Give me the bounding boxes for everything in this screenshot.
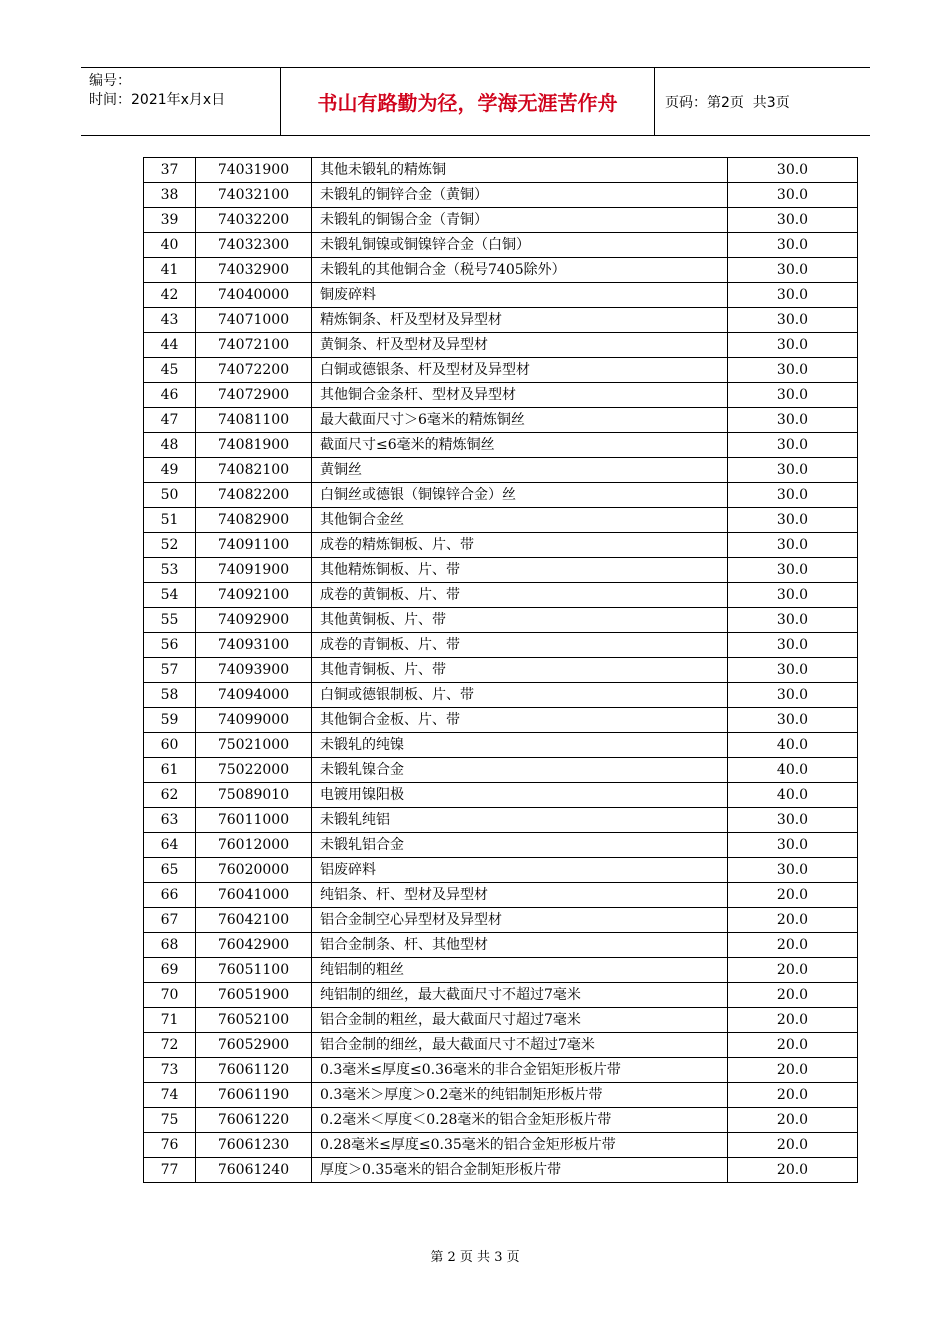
row-number-cell: 57: [144, 658, 196, 683]
row-number-cell: 61: [144, 758, 196, 783]
table-row: [144, 608, 858, 633]
footer-page-number: 第 2 页 共 3 页: [430, 1250, 520, 1265]
rate-cell: 30.0: [728, 383, 858, 408]
tariff-code-cell: 74092900: [196, 608, 312, 633]
table-row: [144, 383, 858, 408]
tariff-code-cell: 74032100: [196, 183, 312, 208]
table-row: [144, 508, 858, 533]
rate-cell: 20.0: [728, 883, 858, 908]
tariff-code-cell: 76061240: [196, 1158, 312, 1183]
tariff-code-cell: 76012000: [196, 833, 312, 858]
tariff-code-cell: 76061220: [196, 1108, 312, 1133]
description-cell: 精炼铜条、杆及型材及异型材: [312, 308, 728, 333]
row-number-cell: 75: [144, 1108, 196, 1133]
row-number-cell: 68: [144, 933, 196, 958]
tariff-code-cell: 74093100: [196, 633, 312, 658]
rate-cell: 30.0: [728, 258, 858, 283]
header-motto: [281, 68, 655, 135]
table-row: [144, 408, 858, 433]
rate-cell: 30.0: [728, 583, 858, 608]
table-row: [144, 908, 858, 933]
rate-cell: 30.0: [728, 333, 858, 358]
table-row: [144, 658, 858, 683]
description-cell: 未锻轧铝合金: [312, 833, 728, 858]
row-number-cell: 44: [144, 333, 196, 358]
row-number-cell: 65: [144, 858, 196, 883]
description-cell: 纯铝制的粗丝: [312, 958, 728, 983]
description-cell: 最大截面尺寸＞6毫米的精炼铜丝: [312, 408, 728, 433]
tariff-code-cell: 74031900: [196, 158, 312, 183]
tariff-code-cell: 74099000: [196, 708, 312, 733]
tariff-code-cell: 76020000: [196, 858, 312, 883]
description-cell: 未锻轧镍合金: [312, 758, 728, 783]
description-cell: 其他铜合金板、片、带: [312, 708, 728, 733]
tariff-code-cell: 76051100: [196, 958, 312, 983]
tariff-code-cell: 75021000: [196, 733, 312, 758]
table-row: [144, 558, 858, 583]
description-cell: 纯铝制的细丝，最大截面尺寸不超过7毫米: [312, 983, 728, 1008]
table-row: [144, 533, 858, 558]
rate-cell: 30.0: [728, 658, 858, 683]
tariff-code-cell: 76041000: [196, 883, 312, 908]
table-row: [144, 883, 858, 908]
description-cell: 0.3毫米＞厚度＞0.2毫米的纯铝制矩形板片带: [312, 1083, 728, 1108]
tariff-code-cell: 74072100: [196, 333, 312, 358]
table-row: [144, 758, 858, 783]
rate-cell: 30.0: [728, 283, 858, 308]
row-number-cell: 63: [144, 808, 196, 833]
rate-cell: 30.0: [728, 508, 858, 533]
rate-cell: 40.0: [728, 733, 858, 758]
table-row: [144, 283, 858, 308]
rate-cell: 30.0: [728, 808, 858, 833]
description-cell: 0.3毫米≤厚度≤0.36毫米的非合金铝矩形板片带: [312, 1058, 728, 1083]
table-row: [144, 683, 858, 708]
table-row: [144, 1108, 858, 1133]
header-page-info: [655, 68, 870, 135]
tariff-code-cell: 76011000: [196, 808, 312, 833]
row-number-cell: 49: [144, 458, 196, 483]
description-cell: 铝合金制的粗丝，最大截面尺寸超过7毫米: [312, 1008, 728, 1033]
description-cell: 截面尺寸≤6毫米的精炼铜丝: [312, 433, 728, 458]
rate-cell: 30.0: [728, 633, 858, 658]
tariff-code-cell: 74081900: [196, 433, 312, 458]
description-cell: 其他青铜板、片、带: [312, 658, 728, 683]
description-cell: 铝合金制条、杆、其他型材: [312, 933, 728, 958]
description-cell: 铝废碎料: [312, 858, 728, 883]
table-row: [144, 258, 858, 283]
description-cell: 0.28毫米≤厚度≤0.35毫米的铝合金矩形板片带: [312, 1133, 728, 1158]
tariff-code-cell: 74032300: [196, 233, 312, 258]
table-row: [144, 633, 858, 658]
header-meta: [81, 68, 281, 135]
tariff-code-cell: 74091900: [196, 558, 312, 583]
tariff-code-cell: 74082900: [196, 508, 312, 533]
description-cell: 未锻轧的其他铜合金（税号7405除外）: [312, 258, 728, 283]
tariff-code-cell: 74040000: [196, 283, 312, 308]
tariff-table: [143, 157, 858, 1183]
rate-cell: 30.0: [728, 558, 858, 583]
row-number-cell: 38: [144, 183, 196, 208]
table-row: [144, 433, 858, 458]
table-row: [144, 783, 858, 808]
rate-cell: 30.0: [728, 708, 858, 733]
tariff-table-body: [144, 158, 858, 1183]
tariff-code-cell: 74032900: [196, 258, 312, 283]
rate-cell: 30.0: [728, 483, 858, 508]
tariff-code-cell: 74094000: [196, 683, 312, 708]
description-cell: 其他铜合金丝: [312, 508, 728, 533]
rate-cell: 20.0: [728, 958, 858, 983]
table-row: [144, 583, 858, 608]
row-number-cell: 73: [144, 1058, 196, 1083]
row-number-cell: 62: [144, 783, 196, 808]
rate-cell: 20.0: [728, 908, 858, 933]
description-cell: 未锻轧的铜锡合金（青铜）: [312, 208, 728, 233]
tariff-code-cell: 74082200: [196, 483, 312, 508]
motto-text: 书山有路勤为径，学海无涯苦作舟: [317, 91, 618, 115]
row-number-cell: 60: [144, 733, 196, 758]
row-number-cell: 72: [144, 1033, 196, 1058]
row-number-cell: 58: [144, 683, 196, 708]
table-row: [144, 933, 858, 958]
rate-cell: 30.0: [728, 433, 858, 458]
tariff-code-cell: 74081100: [196, 408, 312, 433]
rate-cell: 30.0: [728, 208, 858, 233]
description-cell: 其他未锻轧的精炼铜: [312, 158, 728, 183]
tariff-code-cell: 74092100: [196, 583, 312, 608]
table-row: [144, 1083, 858, 1108]
row-number-cell: 47: [144, 408, 196, 433]
row-number-cell: 74: [144, 1083, 196, 1108]
row-number-cell: 45: [144, 358, 196, 383]
description-cell: 成卷的黄铜板、片、带: [312, 583, 728, 608]
description-cell: 电镀用镍阳极: [312, 783, 728, 808]
rate-cell: 20.0: [728, 1108, 858, 1133]
rate-cell: 30.0: [728, 533, 858, 558]
row-number-cell: 39: [144, 208, 196, 233]
rate-cell: 30.0: [728, 458, 858, 483]
tariff-code-cell: 75022000: [196, 758, 312, 783]
description-cell: 成卷的精炼铜板、片、带: [312, 533, 728, 558]
table-row: [144, 458, 858, 483]
table-row: [144, 208, 858, 233]
table-row: [144, 333, 858, 358]
row-number-cell: 77: [144, 1158, 196, 1183]
description-cell: 其他黄铜板、片、带: [312, 608, 728, 633]
tariff-code-cell: 74072900: [196, 383, 312, 408]
row-number-cell: 54: [144, 583, 196, 608]
page-number-label: 页码：第2页 共3页: [665, 94, 790, 111]
tariff-code-cell: 76051900: [196, 983, 312, 1008]
tariff-code-cell: 76052100: [196, 1008, 312, 1033]
description-cell: 未锻轧的纯镍: [312, 733, 728, 758]
tariff-code-cell: 74082100: [196, 458, 312, 483]
row-number-cell: 43: [144, 308, 196, 333]
row-number-cell: 76: [144, 1133, 196, 1158]
description-cell: 未锻轧的铜锌合金（黄铜）: [312, 183, 728, 208]
rate-cell: 30.0: [728, 858, 858, 883]
rate-cell: 30.0: [728, 308, 858, 333]
rate-cell: 30.0: [728, 233, 858, 258]
tariff-code-cell: 76061120: [196, 1058, 312, 1083]
rate-cell: 40.0: [728, 758, 858, 783]
rate-cell: 20.0: [728, 983, 858, 1008]
description-cell: 黄铜丝: [312, 458, 728, 483]
tariff-code-cell: 74071000: [196, 308, 312, 333]
row-number-cell: 48: [144, 433, 196, 458]
table-row: [144, 183, 858, 208]
rate-cell: 30.0: [728, 358, 858, 383]
page-footer: [0, 1246, 950, 1265]
description-cell: 纯铝条、杆、型材及异型材: [312, 883, 728, 908]
rate-cell: 30.0: [728, 833, 858, 858]
rate-cell: 30.0: [728, 408, 858, 433]
row-number-cell: 64: [144, 833, 196, 858]
description-cell: 其他精炼铜板、片、带: [312, 558, 728, 583]
description-cell: 黄铜条、杆及型材及异型材: [312, 333, 728, 358]
row-number-cell: 42: [144, 283, 196, 308]
description-cell: 成卷的青铜板、片、带: [312, 633, 728, 658]
description-cell: 铝合金制的细丝，最大截面尺寸不超过7毫米: [312, 1033, 728, 1058]
tariff-code-cell: 76042100: [196, 908, 312, 933]
description-cell: 未锻轧铜镍或铜镍锌合金（白铜）: [312, 233, 728, 258]
description-cell: 0.2毫米＜厚度＜0.28毫米的铝合金矩形板片带: [312, 1108, 728, 1133]
row-number-cell: 53: [144, 558, 196, 583]
rate-cell: 20.0: [728, 1058, 858, 1083]
table-row: [144, 808, 858, 833]
rate-cell: 30.0: [728, 183, 858, 208]
table-row: [144, 983, 858, 1008]
row-number-cell: 66: [144, 883, 196, 908]
tariff-code-cell: 76061230: [196, 1133, 312, 1158]
table-row: [144, 1033, 858, 1058]
description-cell: 未锻轧纯铝: [312, 808, 728, 833]
table-row: [144, 1133, 858, 1158]
rate-cell: 20.0: [728, 1033, 858, 1058]
row-number-cell: 70: [144, 983, 196, 1008]
tariff-code-cell: 76052900: [196, 1033, 312, 1058]
row-number-cell: 46: [144, 383, 196, 408]
description-cell: 铝合金制空心异型材及异型材: [312, 908, 728, 933]
tariff-code-cell: 74093900: [196, 658, 312, 683]
tariff-code-cell: 76061190: [196, 1083, 312, 1108]
row-number-cell: 69: [144, 958, 196, 983]
rate-cell: 30.0: [728, 158, 858, 183]
row-number-cell: 50: [144, 483, 196, 508]
table-row: [144, 833, 858, 858]
table-row: [144, 958, 858, 983]
description-cell: 白铜丝或德银（铜镍锌合金）丝: [312, 483, 728, 508]
table-row: [144, 158, 858, 183]
rate-cell: 20.0: [728, 1133, 858, 1158]
table-row: [144, 733, 858, 758]
row-number-cell: 37: [144, 158, 196, 183]
tariff-code-cell: 75089010: [196, 783, 312, 808]
table-row: [144, 1158, 858, 1183]
table-row: [144, 1008, 858, 1033]
rate-cell: 20.0: [728, 933, 858, 958]
row-number-cell: 67: [144, 908, 196, 933]
table-row: [144, 708, 858, 733]
serial-number-label: 编号：: [89, 73, 131, 89]
row-number-cell: 51: [144, 508, 196, 533]
table-row: [144, 308, 858, 333]
date-label: 时间：2021年x月x日: [89, 92, 226, 108]
row-number-cell: 41: [144, 258, 196, 283]
rate-cell: 40.0: [728, 783, 858, 808]
table-row: [144, 858, 858, 883]
row-number-cell: 55: [144, 608, 196, 633]
table-row: [144, 1058, 858, 1083]
tariff-code-cell: 74032200: [196, 208, 312, 233]
row-number-cell: 40: [144, 233, 196, 258]
rate-cell: 30.0: [728, 683, 858, 708]
row-number-cell: 56: [144, 633, 196, 658]
table-row: [144, 233, 858, 258]
tariff-code-cell: 76042900: [196, 933, 312, 958]
row-number-cell: 52: [144, 533, 196, 558]
rate-cell: 20.0: [728, 1083, 858, 1108]
rate-cell: 20.0: [728, 1008, 858, 1033]
rate-cell: 20.0: [728, 1158, 858, 1183]
description-cell: 厚度＞0.35毫米的铝合金制矩形板片带: [312, 1158, 728, 1183]
page-header: [81, 67, 870, 136]
description-cell: 铜废碎料: [312, 283, 728, 308]
table-row: [144, 483, 858, 508]
description-cell: 其他铜合金条杆、型材及异型材: [312, 383, 728, 408]
row-number-cell: 71: [144, 1008, 196, 1033]
row-number-cell: 59: [144, 708, 196, 733]
table-row: [144, 358, 858, 383]
tariff-code-cell: 74091100: [196, 533, 312, 558]
description-cell: 白铜或德银条、杆及型材及异型材: [312, 358, 728, 383]
description-cell: 白铜或德银制板、片、带: [312, 683, 728, 708]
tariff-code-cell: 74072200: [196, 358, 312, 383]
rate-cell: 30.0: [728, 608, 858, 633]
